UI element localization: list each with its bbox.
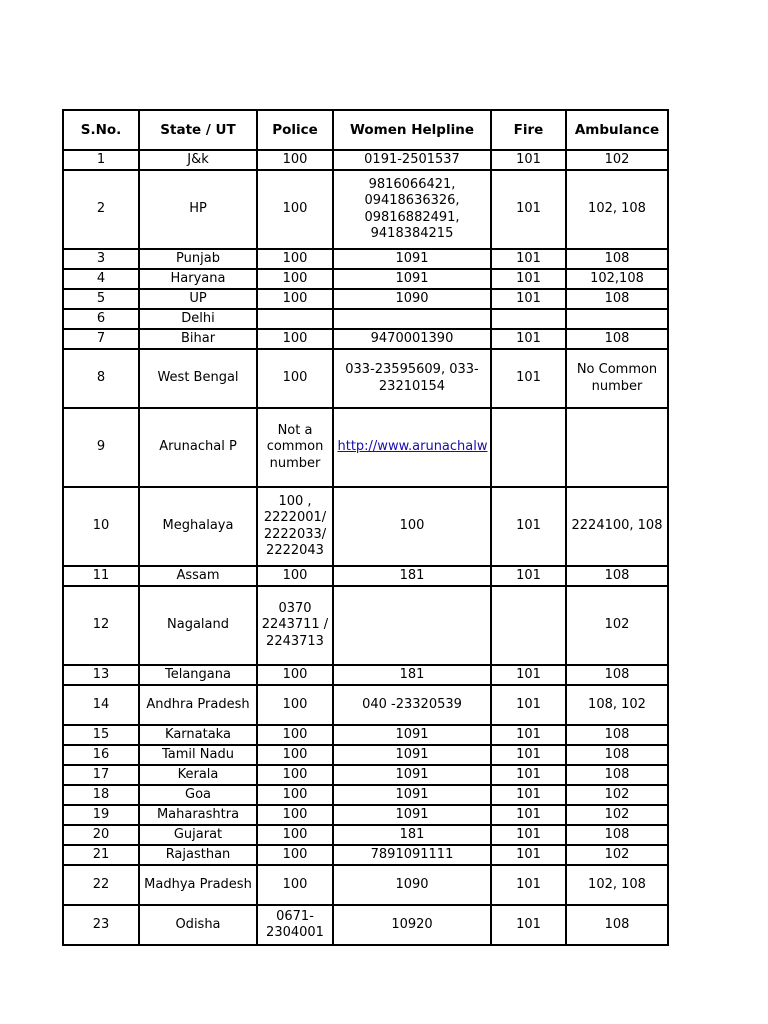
cell-state: Karnataka (139, 725, 257, 745)
cell-fire: 101 (491, 170, 566, 249)
cell-women-helpline: 1091 (333, 765, 491, 785)
cell-sno: 3 (63, 249, 139, 269)
cell-ambulance: 108 (566, 329, 668, 349)
cell-state: J&k (139, 150, 257, 170)
cell-police: 100 (257, 665, 333, 685)
table-row (63, 785, 668, 805)
cell-police: 100 (257, 725, 333, 745)
cell-police (257, 309, 333, 329)
cell-police: 100 (257, 805, 333, 825)
cell-state: Assam (139, 566, 257, 586)
cell-ambulance: 108 (566, 249, 668, 269)
table-row (63, 329, 668, 349)
cell-ambulance (566, 309, 668, 329)
table-row (63, 566, 668, 586)
cell-sno: 22 (63, 865, 139, 905)
cell-fire: 101 (491, 349, 566, 408)
table-row (63, 408, 668, 487)
cell-ambulance: No Common number (566, 349, 668, 408)
cell-fire (491, 408, 566, 487)
cell-police: 0370 2243711 / 2243713 (257, 586, 333, 665)
cell-police: 100 , 2222001/ 2222033/ 2222043 (257, 487, 333, 566)
cell-women-helpline: 033-23595609, 033- 23210154 (333, 349, 491, 408)
cell-ambulance: 102,108 (566, 269, 668, 289)
cell-sno: 4 (63, 269, 139, 289)
header-police: Police (257, 110, 333, 150)
header-state: State / UT (139, 110, 257, 150)
table-row (63, 269, 668, 289)
cell-police: 100 (257, 289, 333, 309)
cell-state: HP (139, 170, 257, 249)
emergency-numbers-table (62, 109, 669, 946)
cell-fire: 101 (491, 745, 566, 765)
cell-ambulance: 102, 108 (566, 865, 668, 905)
cell-ambulance: 102 (566, 150, 668, 170)
cell-women-helpline: 1090 (333, 289, 491, 309)
cell-state: Punjab (139, 249, 257, 269)
cell-ambulance: 102 (566, 845, 668, 865)
table-row (63, 170, 668, 249)
cell-ambulance: 102, 108 (566, 170, 668, 249)
table-row (63, 249, 668, 269)
cell-police: 100 (257, 845, 333, 865)
cell-sno: 7 (63, 329, 139, 349)
cell-state: Maharashtra (139, 805, 257, 825)
cell-sno: 18 (63, 785, 139, 805)
cell-sno: 16 (63, 745, 139, 765)
cell-sno: 2 (63, 170, 139, 249)
cell-ambulance: 102 (566, 586, 668, 665)
cell-state: Arunachal P (139, 408, 257, 487)
cell-ambulance: 108 (566, 745, 668, 765)
cell-fire: 101 (491, 905, 566, 945)
women-helpline-link[interactable]: http://www.arunachalw (337, 439, 488, 455)
cell-state: Kerala (139, 765, 257, 785)
cell-women-helpline (333, 309, 491, 329)
header-ambulance: Ambulance (566, 110, 668, 150)
cell-women-helpline: 040 -23320539 (333, 685, 491, 725)
cell-state: Meghalaya (139, 487, 257, 566)
cell-fire: 101 (491, 150, 566, 170)
cell-state: Tamil Nadu (139, 745, 257, 765)
cell-sno: 11 (63, 566, 139, 586)
cell-state: Nagaland (139, 586, 257, 665)
cell-ambulance (566, 408, 668, 487)
cell-state: Telangana (139, 665, 257, 685)
table-row (63, 586, 668, 665)
cell-sno: 6 (63, 309, 139, 329)
cell-state: UP (139, 289, 257, 309)
cell-fire: 101 (491, 665, 566, 685)
cell-police: 100 (257, 785, 333, 805)
cell-sno: 17 (63, 765, 139, 785)
cell-fire (491, 309, 566, 329)
cell-ambulance: 108 (566, 905, 668, 945)
cell-fire: 101 (491, 865, 566, 905)
cell-women-helpline (333, 586, 491, 665)
cell-ambulance: 108 (566, 566, 668, 586)
cell-women-helpline: 1091 (333, 249, 491, 269)
cell-women-helpline: 181 (333, 665, 491, 685)
table-row (63, 150, 668, 170)
cell-sno: 20 (63, 825, 139, 845)
table-row (63, 805, 668, 825)
cell-fire: 101 (491, 329, 566, 349)
cell-state: Delhi (139, 309, 257, 329)
table-row (63, 349, 668, 408)
cell-ambulance: 2224100, 108 (566, 487, 668, 566)
cell-police: 100 (257, 865, 333, 905)
cell-fire: 101 (491, 487, 566, 566)
cell-sno: 5 (63, 289, 139, 309)
cell-women-helpline: 7891091111 (333, 845, 491, 865)
table-row (63, 289, 668, 309)
cell-women-helpline: 9816066421, 09418636326, 09816882491, 9418384215 (333, 170, 491, 249)
table-row (63, 905, 668, 945)
cell-women-helpline: 181 (333, 825, 491, 845)
cell-fire: 101 (491, 845, 566, 865)
cell-sno: 10 (63, 487, 139, 566)
cell-state: Goa (139, 785, 257, 805)
table-row (63, 765, 668, 785)
table-row (63, 665, 668, 685)
header-row (63, 110, 668, 150)
cell-women-helpline: 1090 (333, 865, 491, 905)
cell-sno: 12 (63, 586, 139, 665)
cell-women-helpline: 100 (333, 487, 491, 566)
cell-women-helpline: 1091 (333, 785, 491, 805)
cell-ambulance: 108 (566, 665, 668, 685)
cell-police: 100 (257, 765, 333, 785)
cell-women-helpline (333, 408, 491, 487)
header-sno: S.No. (63, 110, 139, 150)
cell-sno: 15 (63, 725, 139, 745)
table-row (63, 865, 668, 905)
cell-ambulance: 108 (566, 765, 668, 785)
cell-fire: 101 (491, 249, 566, 269)
cell-fire: 101 (491, 566, 566, 586)
cell-fire: 101 (491, 289, 566, 309)
cell-women-helpline: 9470001390 (333, 329, 491, 349)
cell-police: 100 (257, 150, 333, 170)
cell-women-helpline: 1091 (333, 725, 491, 745)
cell-women-helpline: 0191-2501537 (333, 150, 491, 170)
table-row (63, 685, 668, 725)
cell-ambulance: 108, 102 (566, 685, 668, 725)
cell-police: 100 (257, 329, 333, 349)
table-row (63, 825, 668, 845)
table-row (63, 725, 668, 745)
cell-sno: 19 (63, 805, 139, 825)
cell-ambulance: 102 (566, 805, 668, 825)
header-fire: Fire (491, 110, 566, 150)
cell-women-helpline: 1091 (333, 805, 491, 825)
cell-police: 100 (257, 566, 333, 586)
cell-police: 0671- 2304001 (257, 905, 333, 945)
cell-police: 100 (257, 349, 333, 408)
cell-state: Rajasthan (139, 845, 257, 865)
cell-sno: 9 (63, 408, 139, 487)
cell-state: Odisha (139, 905, 257, 945)
cell-ambulance: 108 (566, 825, 668, 845)
cell-police: Not a common number (257, 408, 333, 487)
cell-sno: 1 (63, 150, 139, 170)
table-row (63, 309, 668, 329)
table-row (63, 745, 668, 765)
cell-police: 100 (257, 170, 333, 249)
table-row (63, 487, 668, 566)
cell-police: 100 (257, 745, 333, 765)
cell-police: 100 (257, 825, 333, 845)
cell-fire: 101 (491, 685, 566, 725)
cell-state: Andhra Pradesh (139, 685, 257, 725)
cell-fire: 101 (491, 785, 566, 805)
cell-sno: 23 (63, 905, 139, 945)
cell-police: 100 (257, 269, 333, 289)
cell-state: Bihar (139, 329, 257, 349)
cell-state: Gujarat (139, 825, 257, 845)
cell-sno: 21 (63, 845, 139, 865)
cell-police: 100 (257, 685, 333, 725)
cell-sno: 8 (63, 349, 139, 408)
cell-police: 100 (257, 249, 333, 269)
cell-fire (491, 586, 566, 665)
cell-women-helpline: 10920 (333, 905, 491, 945)
cell-women-helpline: 181 (333, 566, 491, 586)
cell-women-helpline: 1091 (333, 745, 491, 765)
header-women-helpline: Women Helpline (333, 110, 491, 150)
cell-state: Madhya Pradesh (139, 865, 257, 905)
cell-women-helpline: 1091 (333, 269, 491, 289)
cell-state: West Bengal (139, 349, 257, 408)
cell-fire: 101 (491, 825, 566, 845)
cell-ambulance: 102 (566, 785, 668, 805)
cell-sno: 14 (63, 685, 139, 725)
cell-fire: 101 (491, 269, 566, 289)
cell-ambulance: 108 (566, 725, 668, 745)
cell-fire: 101 (491, 725, 566, 745)
cell-fire: 101 (491, 805, 566, 825)
cell-ambulance: 108 (566, 289, 668, 309)
cell-fire: 101 (491, 765, 566, 785)
cell-state: Haryana (139, 269, 257, 289)
table-row (63, 845, 668, 865)
cell-sno: 13 (63, 665, 139, 685)
